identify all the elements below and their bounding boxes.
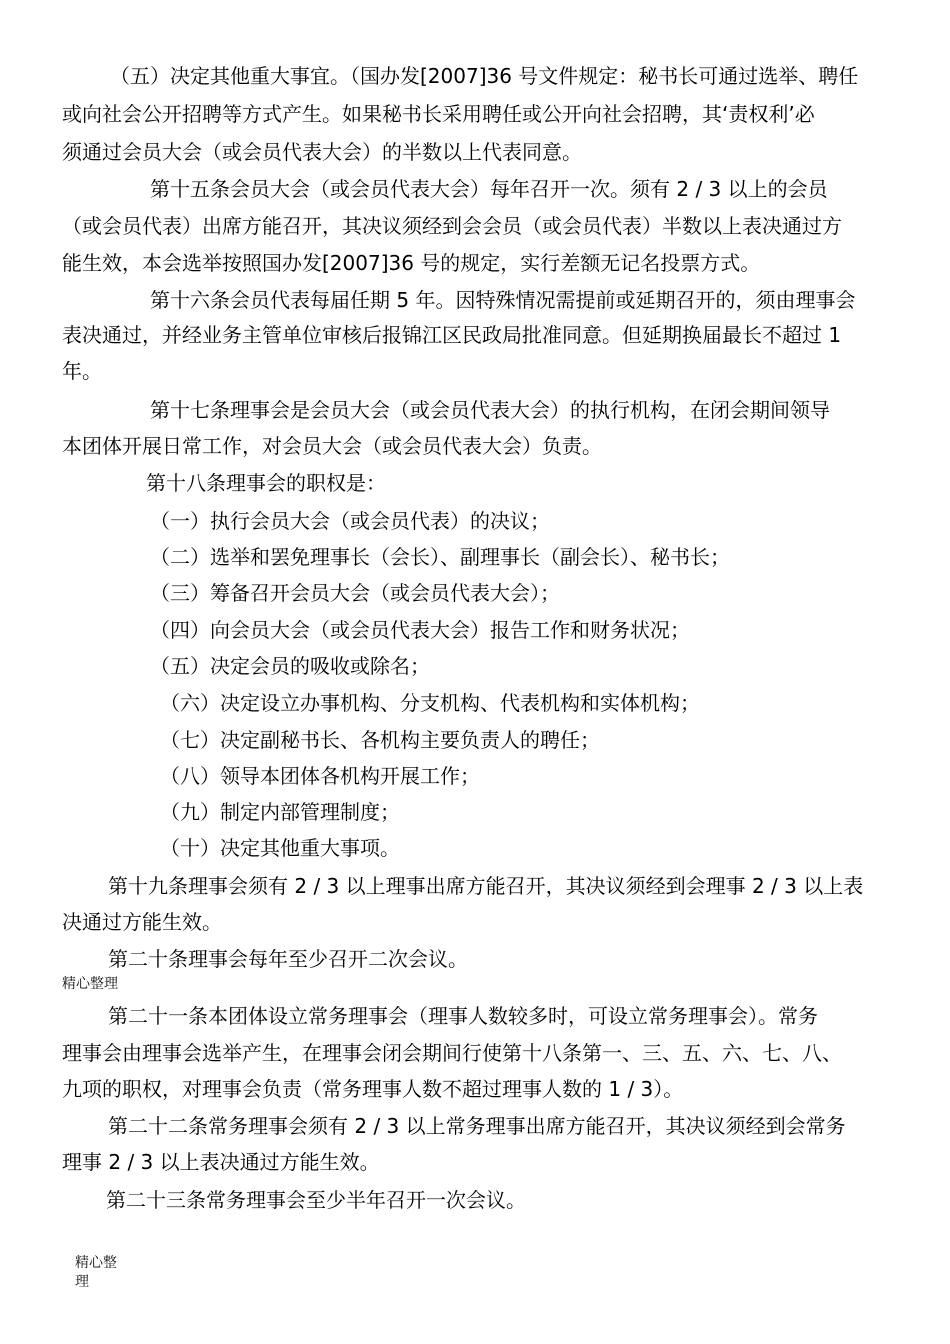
text-line: 理事 2 / 3 以上表决通过方能生效。	[62, 1150, 380, 1174]
list-item: （八）领导本团体各机构开展工作；	[160, 764, 480, 788]
text-line: 本团体开展日常工作，对会员大会（或会员代表大会）负责。	[62, 434, 602, 458]
text-line: 或向社会公开招聘等方式产生。如果秘书长采用聘任或公开向社会招聘，其‘责权利’必	[62, 102, 815, 126]
text-line: 第十六条会员代表每届任期 5 年。因特殊情况需提前或延期召开的，须由理事会	[150, 288, 856, 312]
text-line: 年。	[62, 359, 102, 383]
list-item: （九）制定内部管理制度；	[160, 800, 400, 824]
list-item: （三）筹备召开会员大会（或会员代表大会）；	[150, 581, 560, 605]
text-line: 能生效，本会选举按照国办发[2007]36 号的规定，实行差额无记名投票方式。	[62, 251, 761, 275]
text-line: 须通过会员大会（或会员代表大会）的半数以上代表同意。	[62, 140, 582, 164]
watermark-text: 精心整理	[62, 976, 118, 992]
list-item: （六）决定设立办事机构、分支机构、代表机构和实体机构；	[160, 691, 700, 715]
text-line: 第十九条理事会须有 2 / 3 以上理事出席方能召开，其决议须经到会理事 2 / 3 以上表	[108, 874, 864, 898]
text-line: 第二十二条常务理事会须有 2 / 3 以上常务理事出席方能召开，其决议须经到会常务	[108, 1114, 846, 1138]
footer-text: 精心整	[75, 1255, 117, 1271]
text-line: 决通过方能生效。	[62, 910, 222, 934]
text-line: 第十五条会员大会（或会员代表大会）每年召开一次。须有 2 / 3 以上的会员	[150, 177, 828, 201]
text-line: 表决通过，并经业务主管单位审核后报锦江区民政局批准同意。但延期换届最长不超过 1	[62, 323, 842, 347]
footer-text: 理	[75, 1274, 89, 1290]
text-line: 第二十一条本团体设立常务理事会（理事人数较多时，可设立常务理事会）。常务	[108, 1004, 818, 1028]
text-line: （五）决定其他重大事宜。（国办发[2007]36 号文件规定：秘书长可通过选举、聘任	[110, 64, 859, 88]
list-item: （七）决定副秘书长、各机构主要负责人的聘任；	[160, 728, 600, 752]
text-line: 第十七条理事会是会员大会（或会员代表大会）的执行机构，在闭会期间领导	[150, 398, 830, 422]
list-item: （十）决定其他重大事项。	[160, 836, 400, 860]
list-item: （五）决定会员的吸收或除名；	[150, 654, 430, 678]
article-heading: 第十八条理事会的职权是：	[146, 471, 386, 495]
text-line: 第二十三条常务理事会至少半年召开一次会议。	[106, 1188, 526, 1212]
list-item: （四）向会员大会（或会员代表大会）报告工作和财务状况；	[150, 618, 690, 642]
text-line: 九项的职权，对理事会负责（常务理事人数不超过理事人数的 1 / 3）。	[62, 1077, 684, 1101]
list-item: （二）选举和罢免理事长（会长）、副理事长（副会长）、秘书长；	[150, 545, 730, 569]
list-item: （一）执行会员大会（或会员代表）的决议；	[150, 509, 550, 533]
text-line: （或会员代表）出席方能召开，其决议须经到会会员（或会员代表）半数以上表决通过方	[62, 214, 842, 238]
text-line: 理事会由理事会选举产生，在理事会闭会期间行使第十八条第一、三、五、六、七、八、	[62, 1041, 842, 1065]
text-line: 第二十条理事会每年至少召开二次会议。	[108, 947, 468, 971]
